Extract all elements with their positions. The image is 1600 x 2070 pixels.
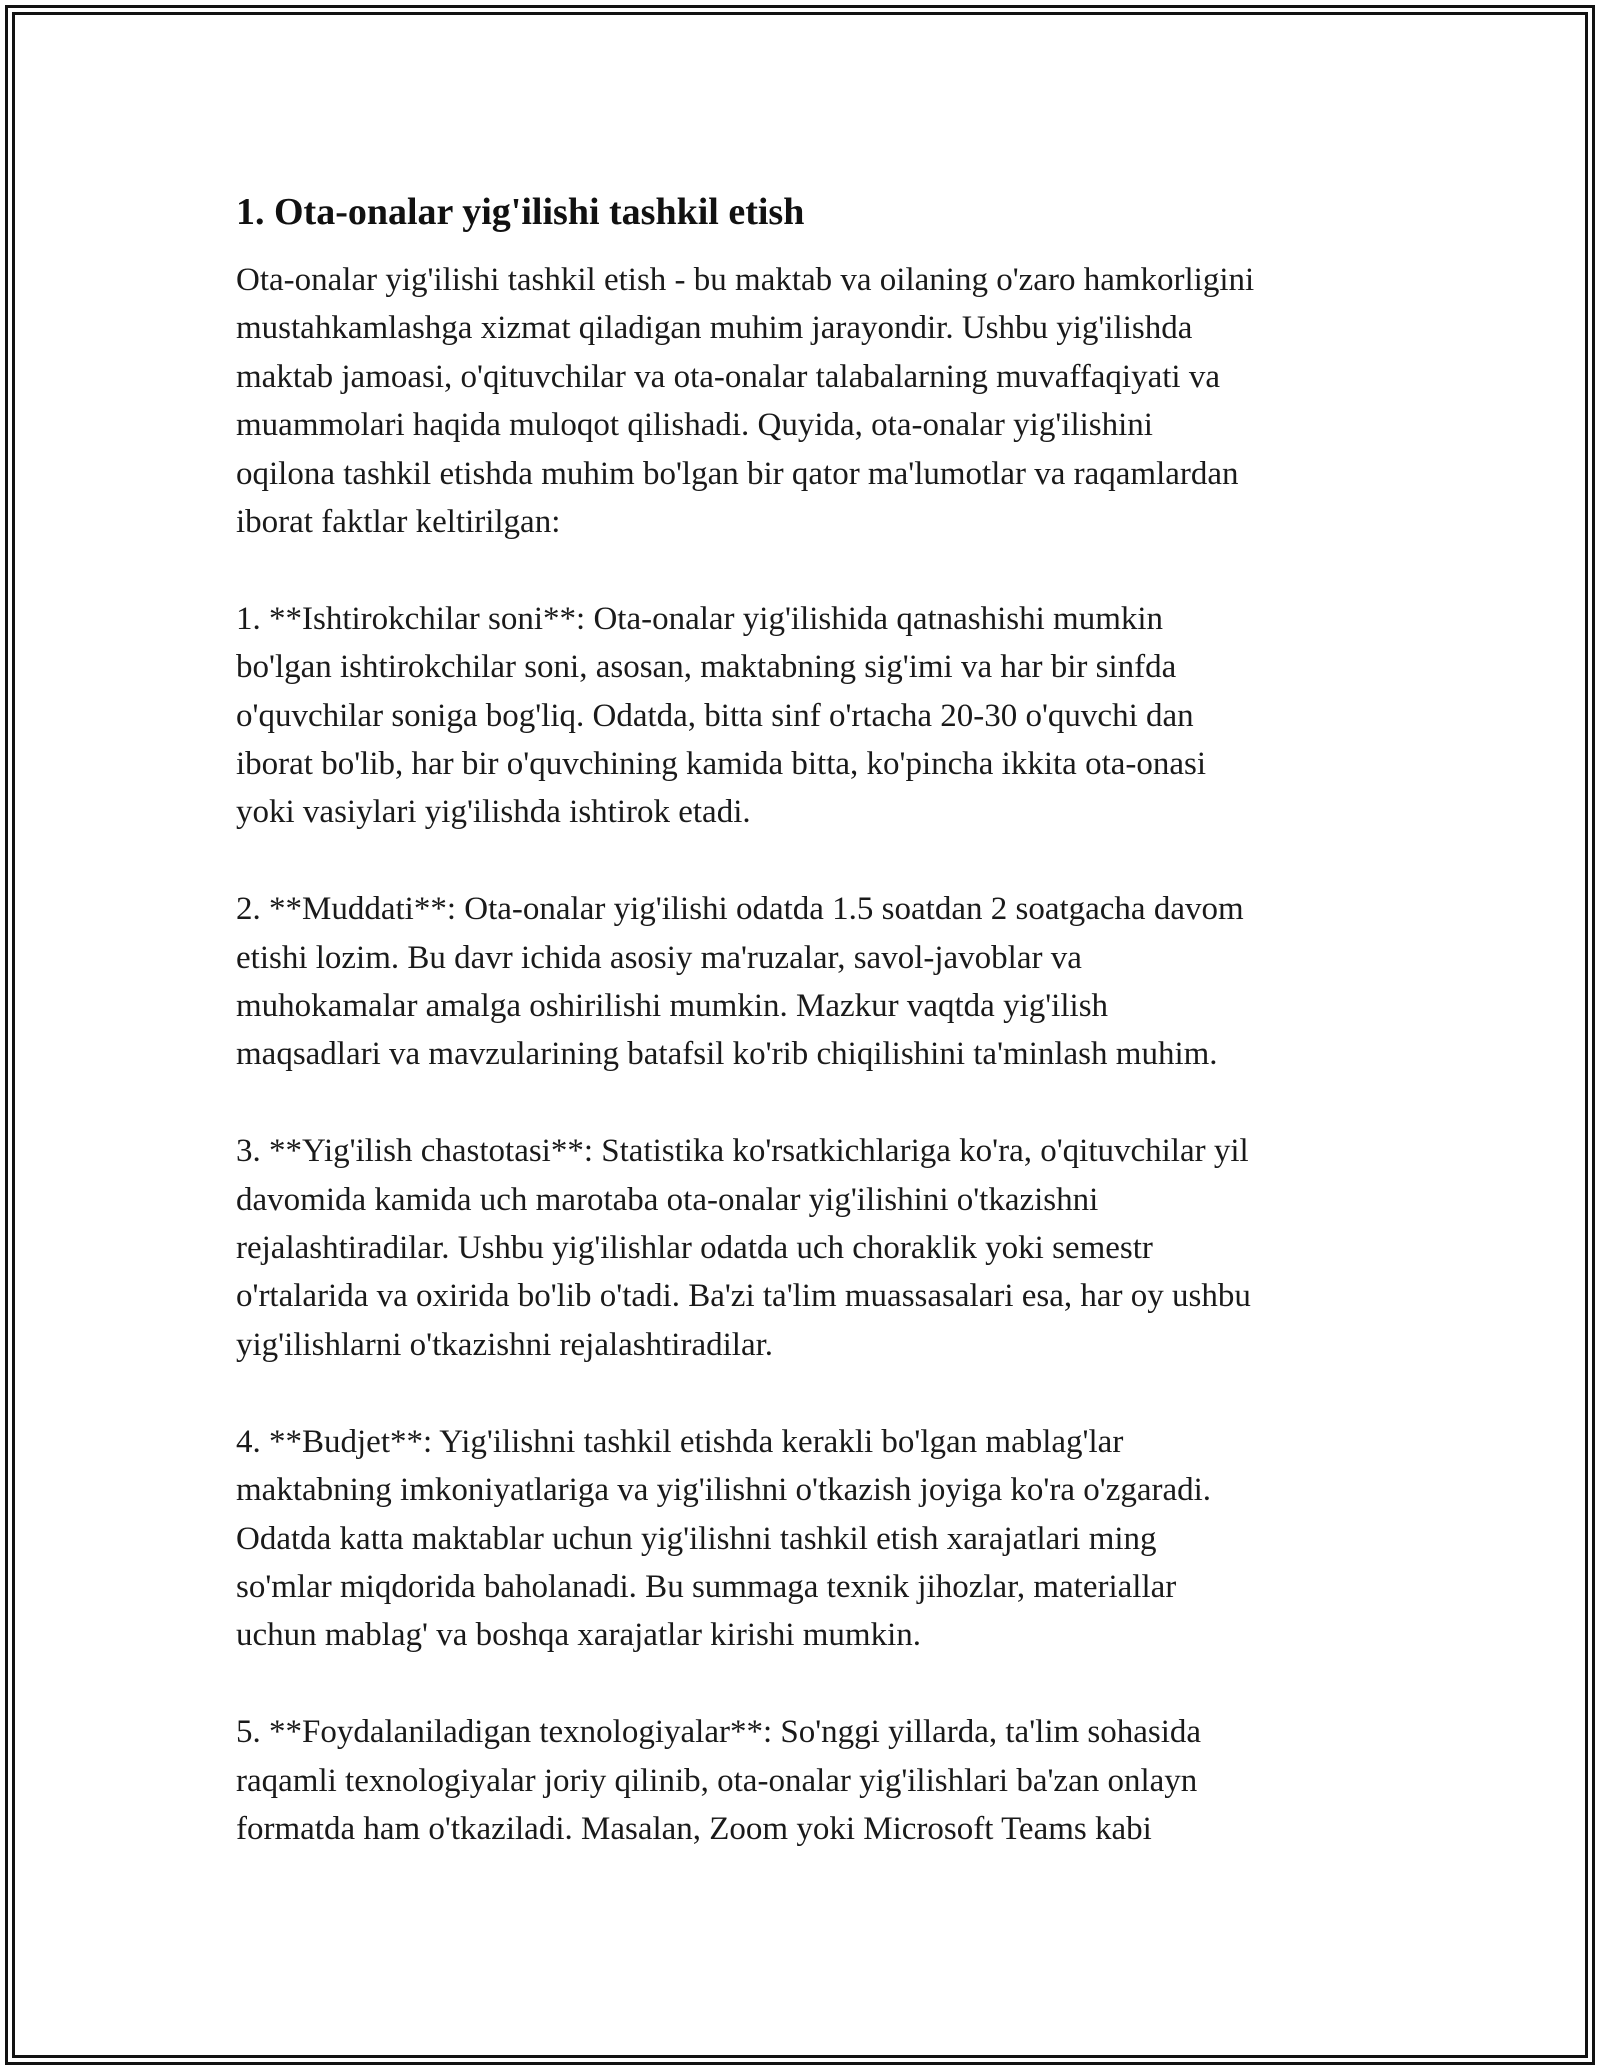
text-line: maqsadlari va mavzularining batafsil ko'rib chiqilishini ta'minlash muhim. [236,1036,1218,1073]
text-line: yig'ilishlarni o'tkazishni rejalashtiradilar. [236,1326,774,1363]
text-line: muhokamalar amalga oshirilishi mumkin. Mazkur vaqtda yig'ilish [236,988,1109,1025]
text-line: uchun mablag' va boshqa xarajatlar kirishi mumkin. [236,1617,922,1654]
text-line: 4. **Budjet**: Yig'ilishni tashkil etishda kerakli bo'lgan mablag'lar [236,1423,1124,1460]
document-body [236,186,1376,1902]
fact-paragraph-duration [236,885,1376,1079]
text-line: bo'lgan ishtirokchilar soni, asosan, maktabning sig'imi va har bir sinfda [236,649,1177,686]
text-line: Odatda katta maktablar uchun yig'ilishni tashkil etish xarajatlari ming [236,1520,1157,1557]
fact-paragraph-technologies [236,1708,1376,1853]
text-line: mustahkamlashga xizmat qiladigan muhim jarayondir. Ushbu yig'ilishda [236,310,1193,347]
text-line: maktab jamoasi, o'qituvchilar va ota-onalar talabalarning muvaffaqiyati va [236,358,1220,395]
text-line: so'mlar miqdorida baholanadi. Bu summaga texnik jihozlar, materiallar [236,1568,1177,1605]
text-line: 2. **Muddati**: Ota-onalar yig'ilishi odatda 1.5 soatdan 2 soatgacha davom [236,891,1244,928]
text-line: yoki vasiylari yig'ilishda ishtirok etadi. [236,794,751,831]
text-line: raqamli texnologiyalar joriy qilinib, ota-onalar yig'ilishlari ba'zan onlayn [236,1762,1198,1799]
fact-paragraph-budget [236,1418,1376,1660]
text-line: iborat faktlar keltirilgan: [236,504,561,541]
text-line: davomida kamida uch marotaba ota-onalar yig'ilishini o'tkazishni [236,1181,1099,1218]
fact-paragraph-participants [236,595,1376,837]
text-line: etishi lozim. Bu davr ichida asosiy ma'ruzalar, savol-javoblar va [236,939,1082,976]
text-line: o'quvchilar soniga bog'liq. Odatda, bitta sinf o'rtacha 20-30 o'quvchi dan [236,697,1194,734]
text-line: formatda ham o'tkaziladi. Masalan, Zoom yoki Microsoft Teams kabi [236,1810,1152,1847]
text-line: o'rtalarida va oxirida bo'lib o'tadi. Ba'zi ta'lim muassasalari esa, har oy ushbu [236,1278,1251,1315]
text-line: 3. **Yig'ilish chastotasi**: Statistika ko'rsatkichlariga ko'ra, o'qituvchilar yil [236,1133,1249,1170]
text-line: 5. **Foydalaniladigan texnologiyalar**: So'nggi yillarda, ta'lim sohasida [236,1714,1202,1751]
text-line: iborat bo'lib, har bir o'quvchining kamida bitta, ko'pincha ikkita ota-onasi [236,746,1207,783]
text-line: rejalashtiradilar. Ushbu yig'ilishlar odatda uch choraklik yoki semestr [236,1230,1153,1267]
text-line: Ota-onalar yig'ilishi tashkil etish - bu maktab va oilaning o'zaro hamkorligini [236,262,1255,298]
document-heading: 1. Ota-onalar yig'ilishi tashkil etish [236,191,805,233]
text-line: oqilona tashkil etishda muhim bo'lgan bir qator ma'lumotlar va raqamlardan [236,455,1239,492]
text-line: maktabning imkoniyatlariga va yig'ilishni o'tkazish joyiga ko'ra o'zgaradi. [236,1472,1212,1509]
text-line: muammolari haqida muloqot qilishadi. Quyida, ota-onalar yig'ilishini [236,407,1153,444]
intro-paragraph [236,256,1376,546]
text-line: 1. **Ishtirokchilar soni**: Ota-onalar yig'ilishida qatnashishi mumkin [236,600,1164,637]
fact-paragraph-frequency [236,1127,1376,1369]
